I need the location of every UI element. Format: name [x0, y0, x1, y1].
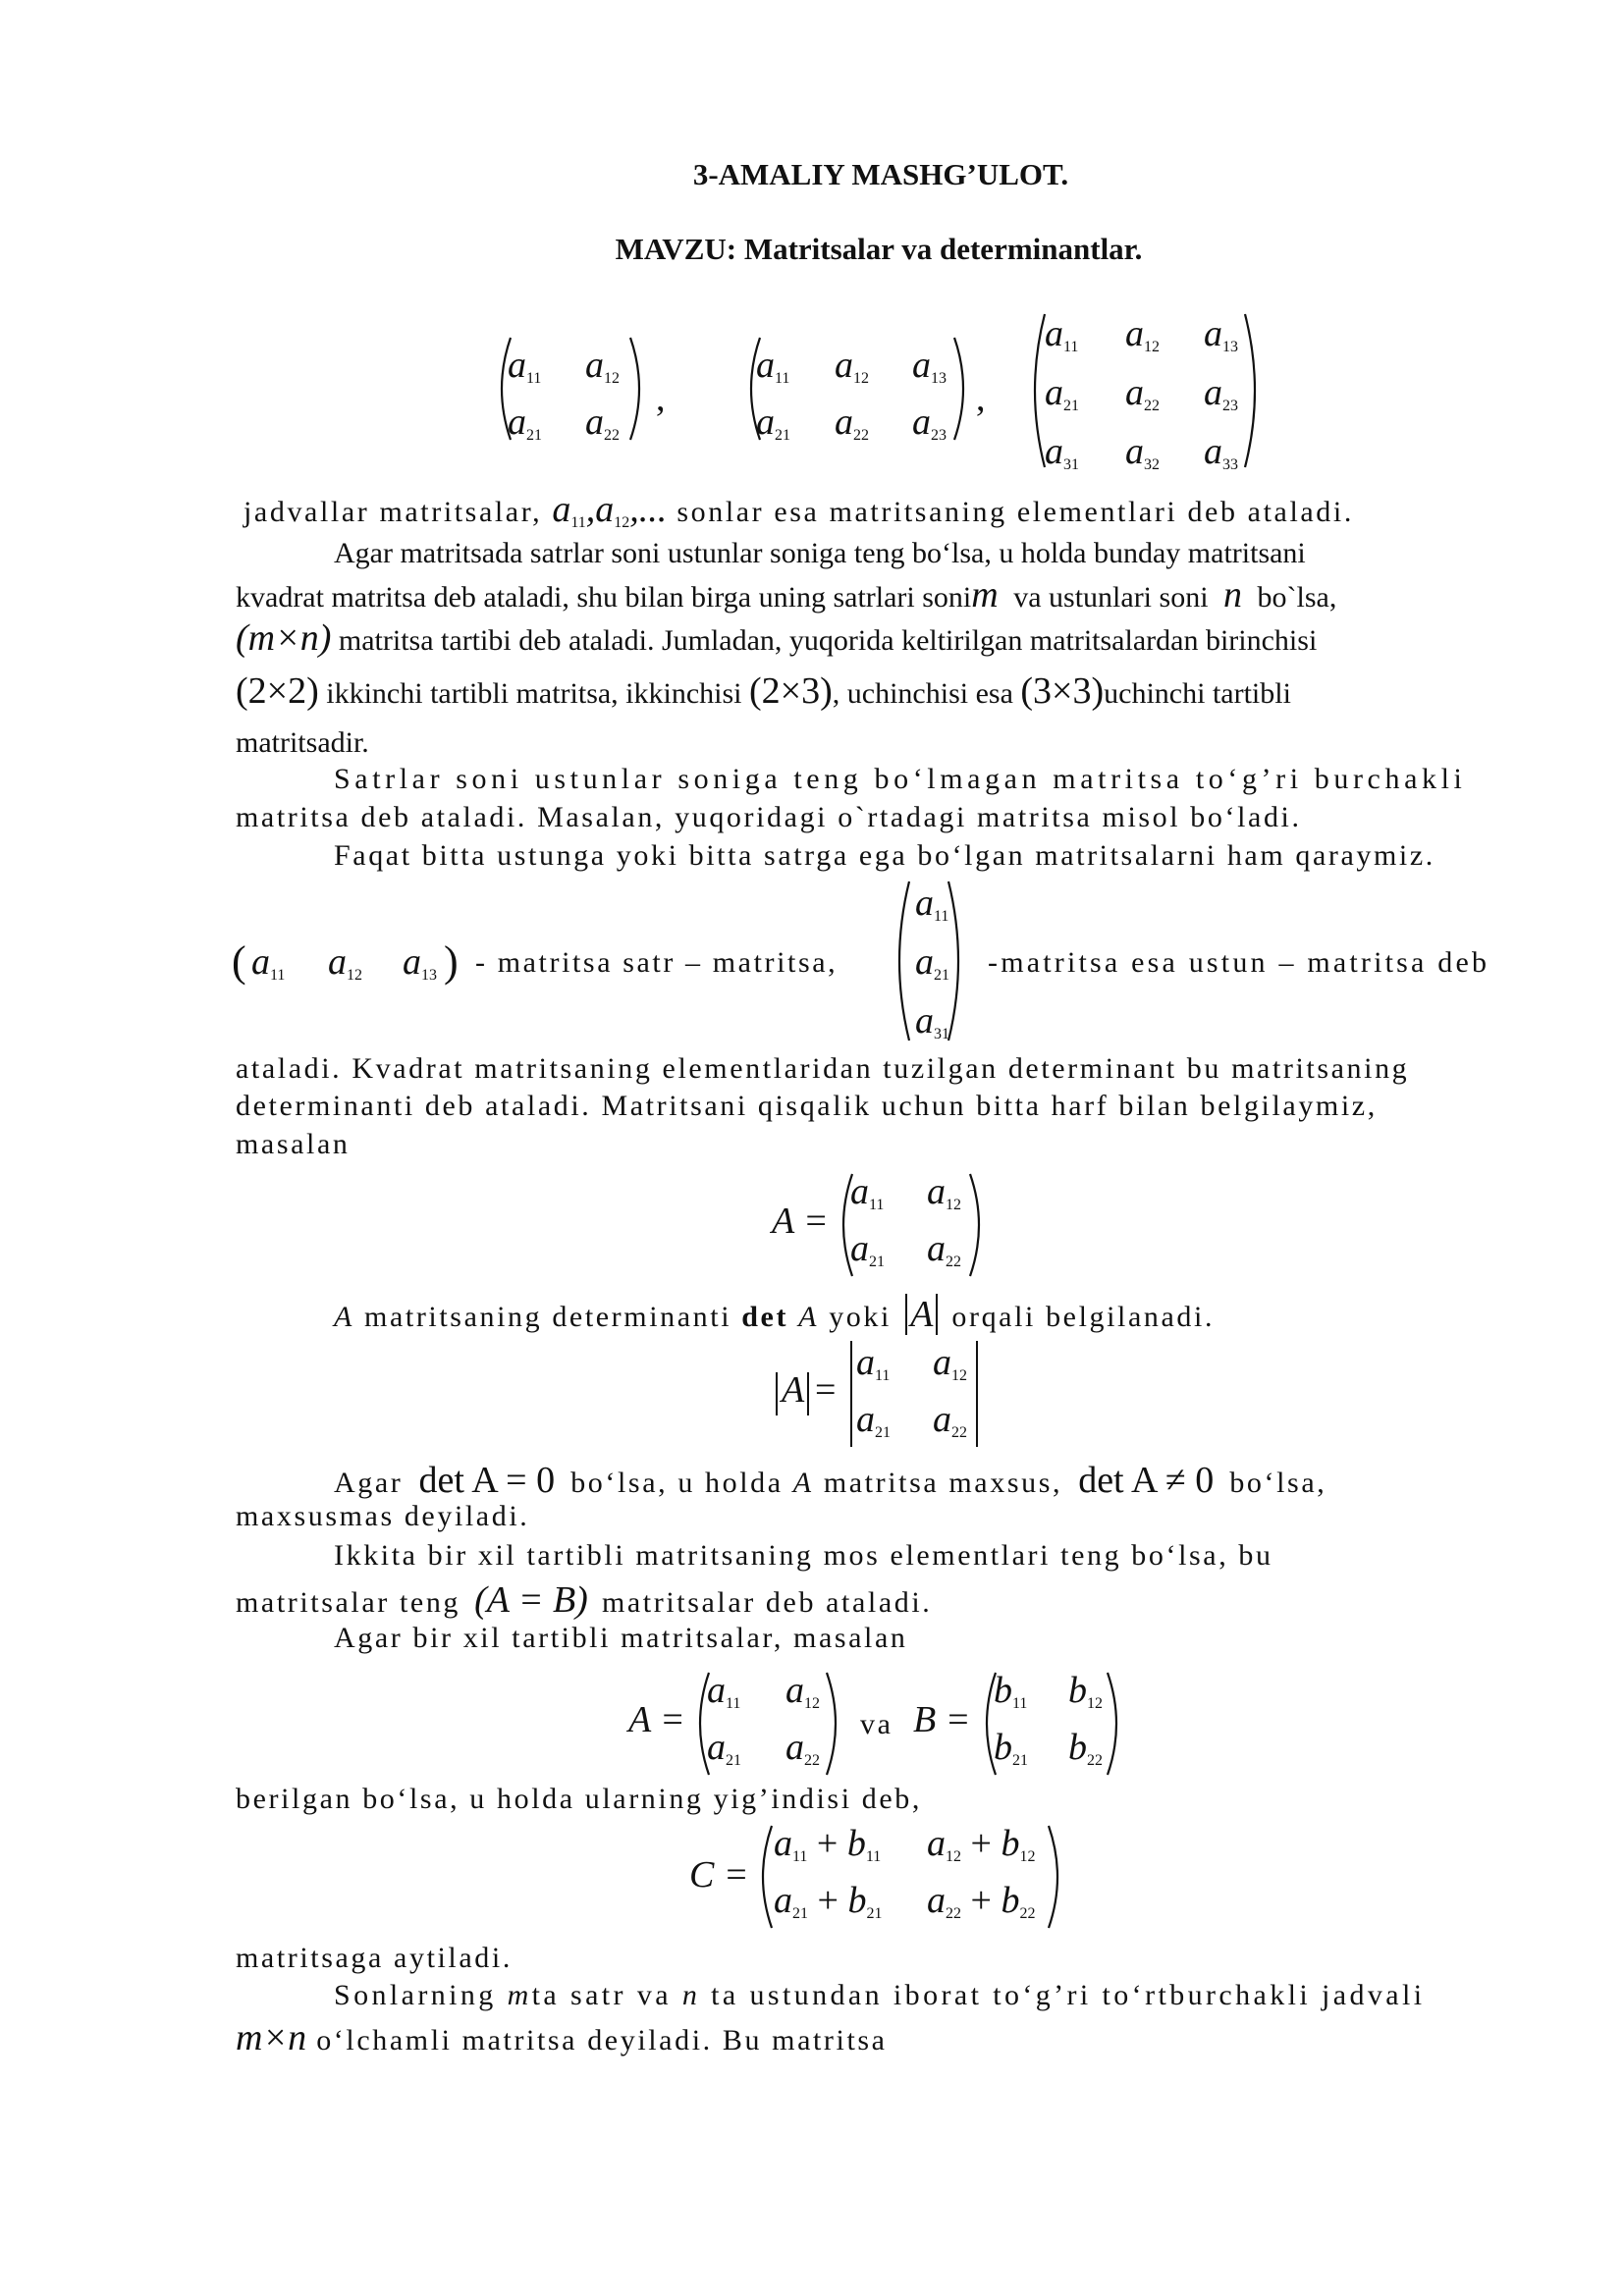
- p7-line2: maxsusmas deyiladi.: [236, 1500, 530, 1532]
- right-paren-icon: [948, 334, 978, 444]
- p6-line1: A matritsaning determinanti det A yoki A orqali belgilanadi.: [334, 1294, 1216, 1335]
- right-paren-icon: [821, 1669, 850, 1779]
- right-paren-icon: [624, 334, 654, 444]
- matrix-separator: ,: [656, 378, 666, 419]
- p8-line2: matritsalar teng (A = B) matritsalar deb ataladi.: [236, 1579, 933, 1621]
- p10-line1: berilgan bo‘lsa, u holda ularning yig’indisi deb,: [236, 1783, 922, 1815]
- p11-line3: m×n o‘lchamli matritsa deyiladi. Bu matritsa: [236, 2017, 888, 2058]
- right-paren-icon: [1043, 1822, 1072, 1932]
- matrix-separator: ,: [976, 378, 986, 419]
- p8-line1: Ikkita bir xil tartibli matritsaning mos elementlari teng bo‘lsa, bu: [334, 1539, 1273, 1572]
- p7-line1: Agar det A = 0 bo‘lsa, u holda A matritsa maxsus, det A ≠ 0 bo‘lsa,: [334, 1460, 1327, 1501]
- p5-line3: masalan: [236, 1128, 351, 1160]
- topic-heading: MAVZU: Matritsalar va determinantlar.: [615, 232, 1143, 266]
- p11-line2: Sonlarning mta satr va n ta ustundan iborat to‘g’ri to‘rtburchakli jadvali: [334, 1979, 1426, 2011]
- p2-line2: kvadrat matritsa deb ataladi, shu bilan birga uning satrlari sonim va ustunlari soni n bo`lsa,: [236, 574, 1337, 615]
- paragraph-1: jadvallar matritsalar, $a_{11},a_{12}$,... sonlar esa matritsaning elementlari deb ataladi.: [244, 489, 1354, 531]
- p2-line3: (m×n) matritsa tartibi deb ataladi. Jumladan, yuqorida keltirilgan matritsalardan birinchisi: [236, 617, 1318, 659]
- right-paren-icon: [1102, 1669, 1131, 1779]
- column-matrix-label: -matritsa esa ustun – matritsa deb: [988, 946, 1490, 979]
- p3-line2: matritsa deb ataladi. Masalan, yuqoridagi o`rtadagi matritsa misol bo‘ladi.: [236, 801, 1302, 833]
- p9-line1: Agar bir xil tartibli matritsalar, masalan: [334, 1622, 908, 1654]
- page-title: 3-AMALIY MASHG’ULOT.: [692, 157, 1069, 191]
- p2-line5: matritsadir.: [236, 726, 369, 759]
- p2-line4: (2×2) ikkinchi tartibli matritsa, ikkinchisi (2×3), uchinchisi esa (3×3)uchinchi tartibli: [236, 670, 1291, 712]
- right-paren-icon: [943, 878, 972, 1044]
- p11-line1: matritsaga aytiladi.: [236, 1942, 513, 1974]
- p3-line1: Satrlar soni ustunlar soniga teng bo‘lmagan matritsa to‘g’ri burchakli: [334, 763, 1467, 795]
- p4-line1: Faqat bitta ustunga yoki bitta satrga ega bo‘lgan matritsalarni ham qaraymiz.: [334, 839, 1435, 872]
- row-matrix-label: - matritsa satr – matritsa,: [475, 946, 839, 979]
- right-paren-icon: [1239, 310, 1269, 471]
- left-paren-icon: [886, 878, 915, 1044]
- p5-line2: determinanti deb ataladi. Matritsani qisqalik uchun bitta harf bilan belgilaymiz,: [236, 1090, 1378, 1122]
- p2-line1: Agar matritsada satrlar soni ustunlar soniga teng bo‘lsa, u holda bunday matritsani: [334, 537, 1306, 569]
- right-paren-icon: [964, 1170, 994, 1280]
- document-page: 3-AMALIY MASHG’ULOT. MAVZU: Matritsalar va determinantlar. $a_{11}$ $a_{12}$ $a_{21}$ $a_{22}$ , $a_{11}$ $a_{12}$ $a_{13}$ $a_{21}$ $a_{22}$ $a_{23}$ , $a_{11}$ $a_{12}$ $a_{13}$ $a_{21}$ $a_{22}$ $a_{23}$ $a_{31}$ $a_{32}$ $a_{33}$ jadvallar matritsalar, $a_{11},a_{12}$,... sonlar esa matritsaning elementlari deb ataladi. Agar matritsada satrlar soni ustunlar soniga teng bo‘lsa, u holda bunday matritsani kvadrat matritsa deb ataladi, shu bilan birga uning satrlari sonim va ustunlari soni n bo`lsa, (m×n) matritsa tartibi deb ataladi. Jumladan, yuqorida keltirilgan matritsalardan birinchisi (2×2) ikkinchi tartibli matritsa, ikkinchisi (2×3), uchinchisi esa (3×3)uchinchi tartibli matritsadir. Satrlar soni ustunlar soniga teng bo‘lmagan matritsa to‘g’ri burchakli matritsa deb ataladi. Masalan, yuqoridagi o`rtadagi matritsa misol bo‘ladi. Faqat bitta ustunga yoki bitta satrga ega bo‘lgan matritsalarni ham qaraymiz. ( $a_{11}$ $a_{12}$ $a_{13}$ ) - matritsa satr – matritsa, $a_{11}$ $a_{21}$ $a_{31}$ -matritsa esa ustun – matritsa deb ataladi. Kvadrat matritsaning elementlaridan tuzilgan determinant bu matritsaning determinanti deb ataladi. Matritsani qisqalik uchun bitta harf bilan belgilaymiz, masalan A = $a_{11}$ $a_{12}$ $a_{21}$ $a_{22}$ A matritsaning determinanti det A yoki A orqali belgilanadi. A = $a_{11}$ $a_{12}$ $a_{21}$ $a_{22}$ Agar det A = 0 bo‘lsa, u holda A matritsa maxsus, det A ≠ 0 bo‘lsa, maxsusmas deyiladi. Ikkita bir xil tartibli matritsaning mos elementlari teng bo‘lsa, bu matritsalar teng (A = B) matritsalar deb ataladi. Agar bir xil tartibli matritsalar, masalan A = $a_{11}$ $a_{12}$ $a_{21}$ $a_{22}$ va B = $b_{11}$ $b_{12}$ $b_{21}$ $b_{22}$ berilgan bo‘lsa, u holda ularning yig’indisi deb, C = $a_{11} + b_{11}$ $a_{12} + b_{12}$ $a_{21} + b_{21}$ $a_{22} + b_{22}$ matritsaga aytiladi. Sonlarning mta satr va n ta ustundan iborat to‘g’ri to‘rtburchakli jadvali m×n o‘lchamli matritsa deyiladi. Bu matritsa: [0, 0, 1624, 2296]
- p5-line1: ataladi. Kvadrat matritsaning elementlaridan tuzilgan determinant bu matritsaning: [236, 1052, 1410, 1085]
